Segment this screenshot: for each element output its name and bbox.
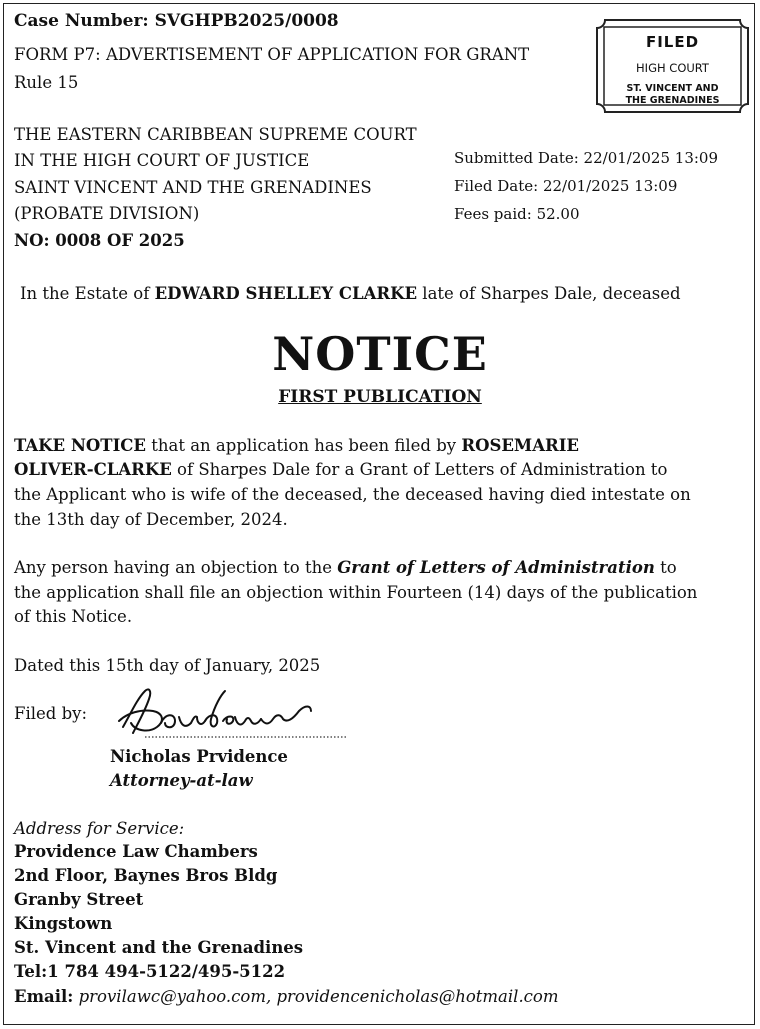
deceased-name: EDWARD SHELLEY CLARKE bbox=[154, 284, 418, 303]
notice-title: NOTICE bbox=[272, 327, 488, 381]
dated-line: Dated this 15th day of January, 2025 bbox=[14, 656, 321, 675]
applicant-name-a: ROSEMARIE bbox=[461, 436, 580, 455]
para1-line3: the Applicant who is wife of the deceased, the deceased having died intestate on bbox=[14, 485, 691, 504]
address-line-2: 2nd Floor, Baynes Bros Bldg bbox=[14, 866, 278, 885]
email-addresses: provilawc@yahoo.com, providencenicholas@hotmail.com bbox=[73, 987, 559, 1006]
case-number: Case Number: SVGHPB2025/0008 bbox=[14, 11, 339, 31]
para2-line3: of this Notice. bbox=[14, 607, 133, 626]
address-line-3: Granby Street bbox=[14, 890, 144, 909]
stamp-territory-2: THE GRENADINES bbox=[625, 95, 720, 106]
stamp-territory-1: ST. VINCENT AND bbox=[626, 83, 719, 94]
case-no: NO: 0008 OF 2025 bbox=[14, 231, 185, 250]
telephone: Tel:1 784 494-5122/495-5122 bbox=[14, 962, 286, 981]
publication-label: FIRST PUBLICATION bbox=[278, 387, 482, 407]
para2-text1: Any person having an objection to the bbox=[14, 558, 338, 577]
para2-text2: to bbox=[654, 558, 677, 577]
rule-number: Rule 15 bbox=[14, 73, 79, 92]
address-line-1: Providence Law Chambers bbox=[14, 842, 258, 861]
notice-subtitle bbox=[0, 385, 760, 409]
court-line-3: SAINT VINCENT AND THE GRENADINES bbox=[14, 178, 372, 197]
court-line-1: THE EASTERN CARIBBEAN SUPREME COURT bbox=[14, 125, 417, 144]
attorney-role: Attorney-at-law bbox=[110, 771, 253, 790]
fees-paid: Fees paid: 52.00 bbox=[454, 205, 580, 223]
email-label: Email: bbox=[14, 987, 74, 1006]
take-notice-lead: TAKE NOTICE bbox=[14, 436, 146, 455]
attorney-name: Nicholas Prvidence bbox=[110, 747, 288, 766]
filed-stamp bbox=[595, 18, 750, 114]
filed-date: Filed Date: 22/01/2025 13:09 bbox=[454, 177, 678, 195]
address-line-5: St. Vincent and the Grenadines bbox=[14, 938, 304, 957]
para2-line2: the application shall file an objection within Fourteen (14) days of the publication bbox=[14, 583, 698, 602]
para1-line4: the 13th day of December, 2024. bbox=[14, 510, 288, 529]
court-line-4: (PROBATE DIVISION) bbox=[14, 204, 200, 223]
form-title: FORM P7: ADVERTISEMENT OF APPLICATION FOR GRANT bbox=[14, 45, 530, 64]
court-line-2: IN THE HIGH COURT OF JUSTICE bbox=[14, 151, 310, 170]
address-label: Address for Service: bbox=[14, 819, 185, 838]
signature bbox=[105, 685, 355, 745]
para1-text2: of Sharpes Dale for a Grant of Letters of Administration to bbox=[171, 460, 668, 479]
estate-suffix: late of Sharpes Dale, deceased bbox=[417, 284, 681, 303]
para1-line1 bbox=[14, 435, 579, 457]
filed-by-label: Filed by: bbox=[14, 704, 88, 723]
para1-line2 bbox=[14, 459, 667, 481]
para1-text1: that an application has been filed by bbox=[146, 436, 462, 455]
stamp-filed: FILED bbox=[645, 33, 700, 51]
address-line-4: Kingstown bbox=[14, 914, 113, 933]
estate-prefix: In the Estate of bbox=[20, 284, 155, 303]
grant-type: Grant of Letters of Administration bbox=[337, 558, 655, 577]
stamp-court: HIGH COURT bbox=[636, 61, 709, 75]
submitted-date: Submitted Date: 22/01/2025 13:09 bbox=[454, 149, 719, 167]
para2-line1 bbox=[14, 557, 677, 579]
estate-line bbox=[20, 283, 681, 305]
applicant-name-b: OLIVER-CLARKE bbox=[14, 460, 172, 479]
email-line bbox=[14, 986, 559, 1008]
